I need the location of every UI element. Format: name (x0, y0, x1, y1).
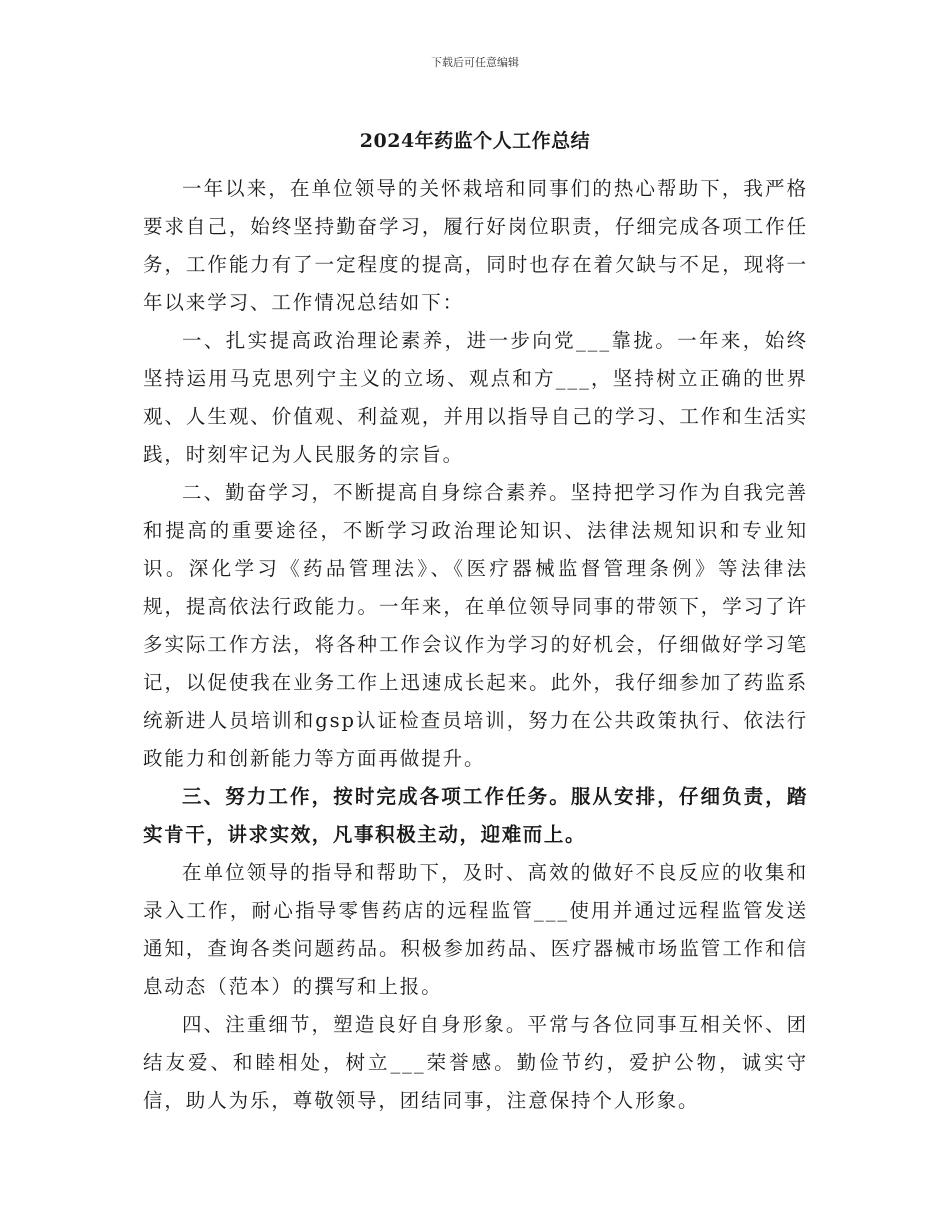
paragraph-section-3-body: 在单位领导的指导和帮助下，及时、高效的做好不良反应的收集和录入工作，耐心指导零售药店的远程监管___使用并通过远程监管发送通知，查询各类问题药品。积极参加药品、医疗器械市场监管工作和信息动态（范本）的撰写和上报。 (143, 861, 808, 998)
paragraph-section-4: 四、注重细节，塑造良好自身形象。平常与各位同事互相关怀、团结友爱、和睦相处，树立___荣誉感。勤俭节约，爱护公物，诚实守信，助人为乐，尊敬领导，团结同事，注意保持个人形象。 (143, 1013, 808, 1112)
paragraph-section-3-heading: 三、努力工作，按时完成各项工作任务。服从安排，仔细负责，踏实肯干，讲求实效，凡事积极主动，迎难而上。 (143, 785, 808, 846)
paragraph-intro: 一年以来，在单位领导的关怀栽培和同事们的热心帮助下，我严格要求自己，始终坚持勤奋学习，履行好岗位职责，仔细完成各项工作任务，工作能力有了一定程度的提高，同时也存在着欠缺与不足，现将一年以来学习、工作情况总结如下： (143, 177, 808, 314)
paragraph-section-1: 一、扎实提高政治理论素养，进一步向党___靠拢。一年来，始终坚持运用马克思列宁主义的立场、观点和方___，坚持树立正确的世界观、人生观、价值观、利益观，并用以指导自己的学习、工作和生活实践，时刻牢记为人民服务的宗旨。 (143, 329, 808, 466)
paragraph-section-2: 二、勤奋学习，不断提高自身综合素养。坚持把学习作为自我完善和提高的重要途径，不断学习政治理论知识、法律法规知识和专业知识。深化学习《药品管理法》、《医疗器械监督管理条例》等法律法规，提高依法行政能力。一年来，在单位领导同事的带领下，学习了许多实际工作方法，将各种工作会议作为学习的好机会，仔细做好学习笔记，以促使我在业务工作上迅速成长起来。此外，我仔细参加了药监系统新进人员培训和gsp认证检查员培训，努力在公共政策执行、依法行政能力和创新能力等方面再做提升。 (143, 481, 808, 770)
document-title: 2024年药监个人工作总结 (359, 130, 591, 152)
document-body (143, 170, 808, 1120)
page-header-note: 下载后可任意编辑 (431, 56, 519, 69)
